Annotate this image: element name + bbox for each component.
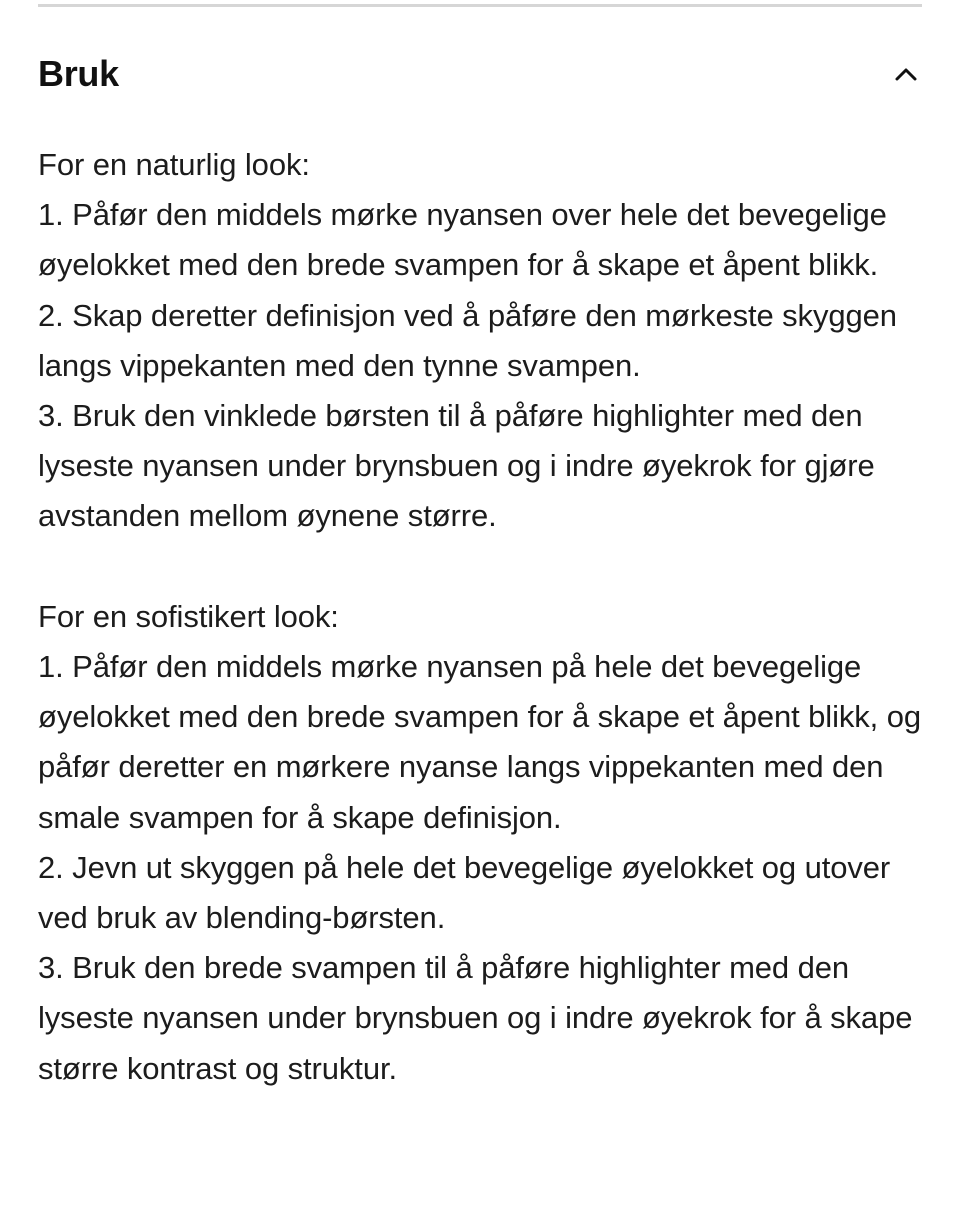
sophisticated-look-step-3: 3. Bruk den brede svampen til å påføre highlighter med den lyseste nyansen under brynsbuen og i indre øyekrok for å skape større kontrast og struktur. [38,950,913,1086]
natural-look-step-3: 3. Bruk den vinklede børsten til å påføre highlighter med den lyseste nyansen under brynsbuen og i indre øyekrok for gjøre avstanden mellom øynene større. [38,398,875,534]
accordion-header[interactable] [38,44,922,104]
sophisticated-look-step-1: 1. Påfør den middels mørke nyansen på hele det bevegelige øyelokket med den brede svampen for å skape et åpent blikk, og påfør deretter en mørkere nyanse langs vippekanten med den smale svampen for å skape definisjon. [38,649,921,835]
sophisticated-look-step-2: 2. Jevn ut skyggen på hele det bevegelige øyelokket og utover ved bruk av blending-børsten. [38,849,891,936]
section-title: Bruk [38,53,119,94]
accordion-content [38,140,922,1094]
section-divider [38,4,922,7]
natural-look-heading: For en naturlig look: [38,147,310,182]
sophisticated-look-heading: For en sofistikert look: [38,598,339,634]
chevron-up-icon[interactable] [892,60,920,88]
natural-look-step-2: 2. Skap deretter definisjon ved å påføre den mørkeste skyggen langs vippekanten med den tynne svampen. [38,297,897,383]
natural-look-step-1: 1. Påfør den middels mørke nyansen over hele det bevegelige øyelokket med den brede svampen for å skape et åpent blikk. [38,197,887,283]
paragraph-gap [38,542,922,592]
